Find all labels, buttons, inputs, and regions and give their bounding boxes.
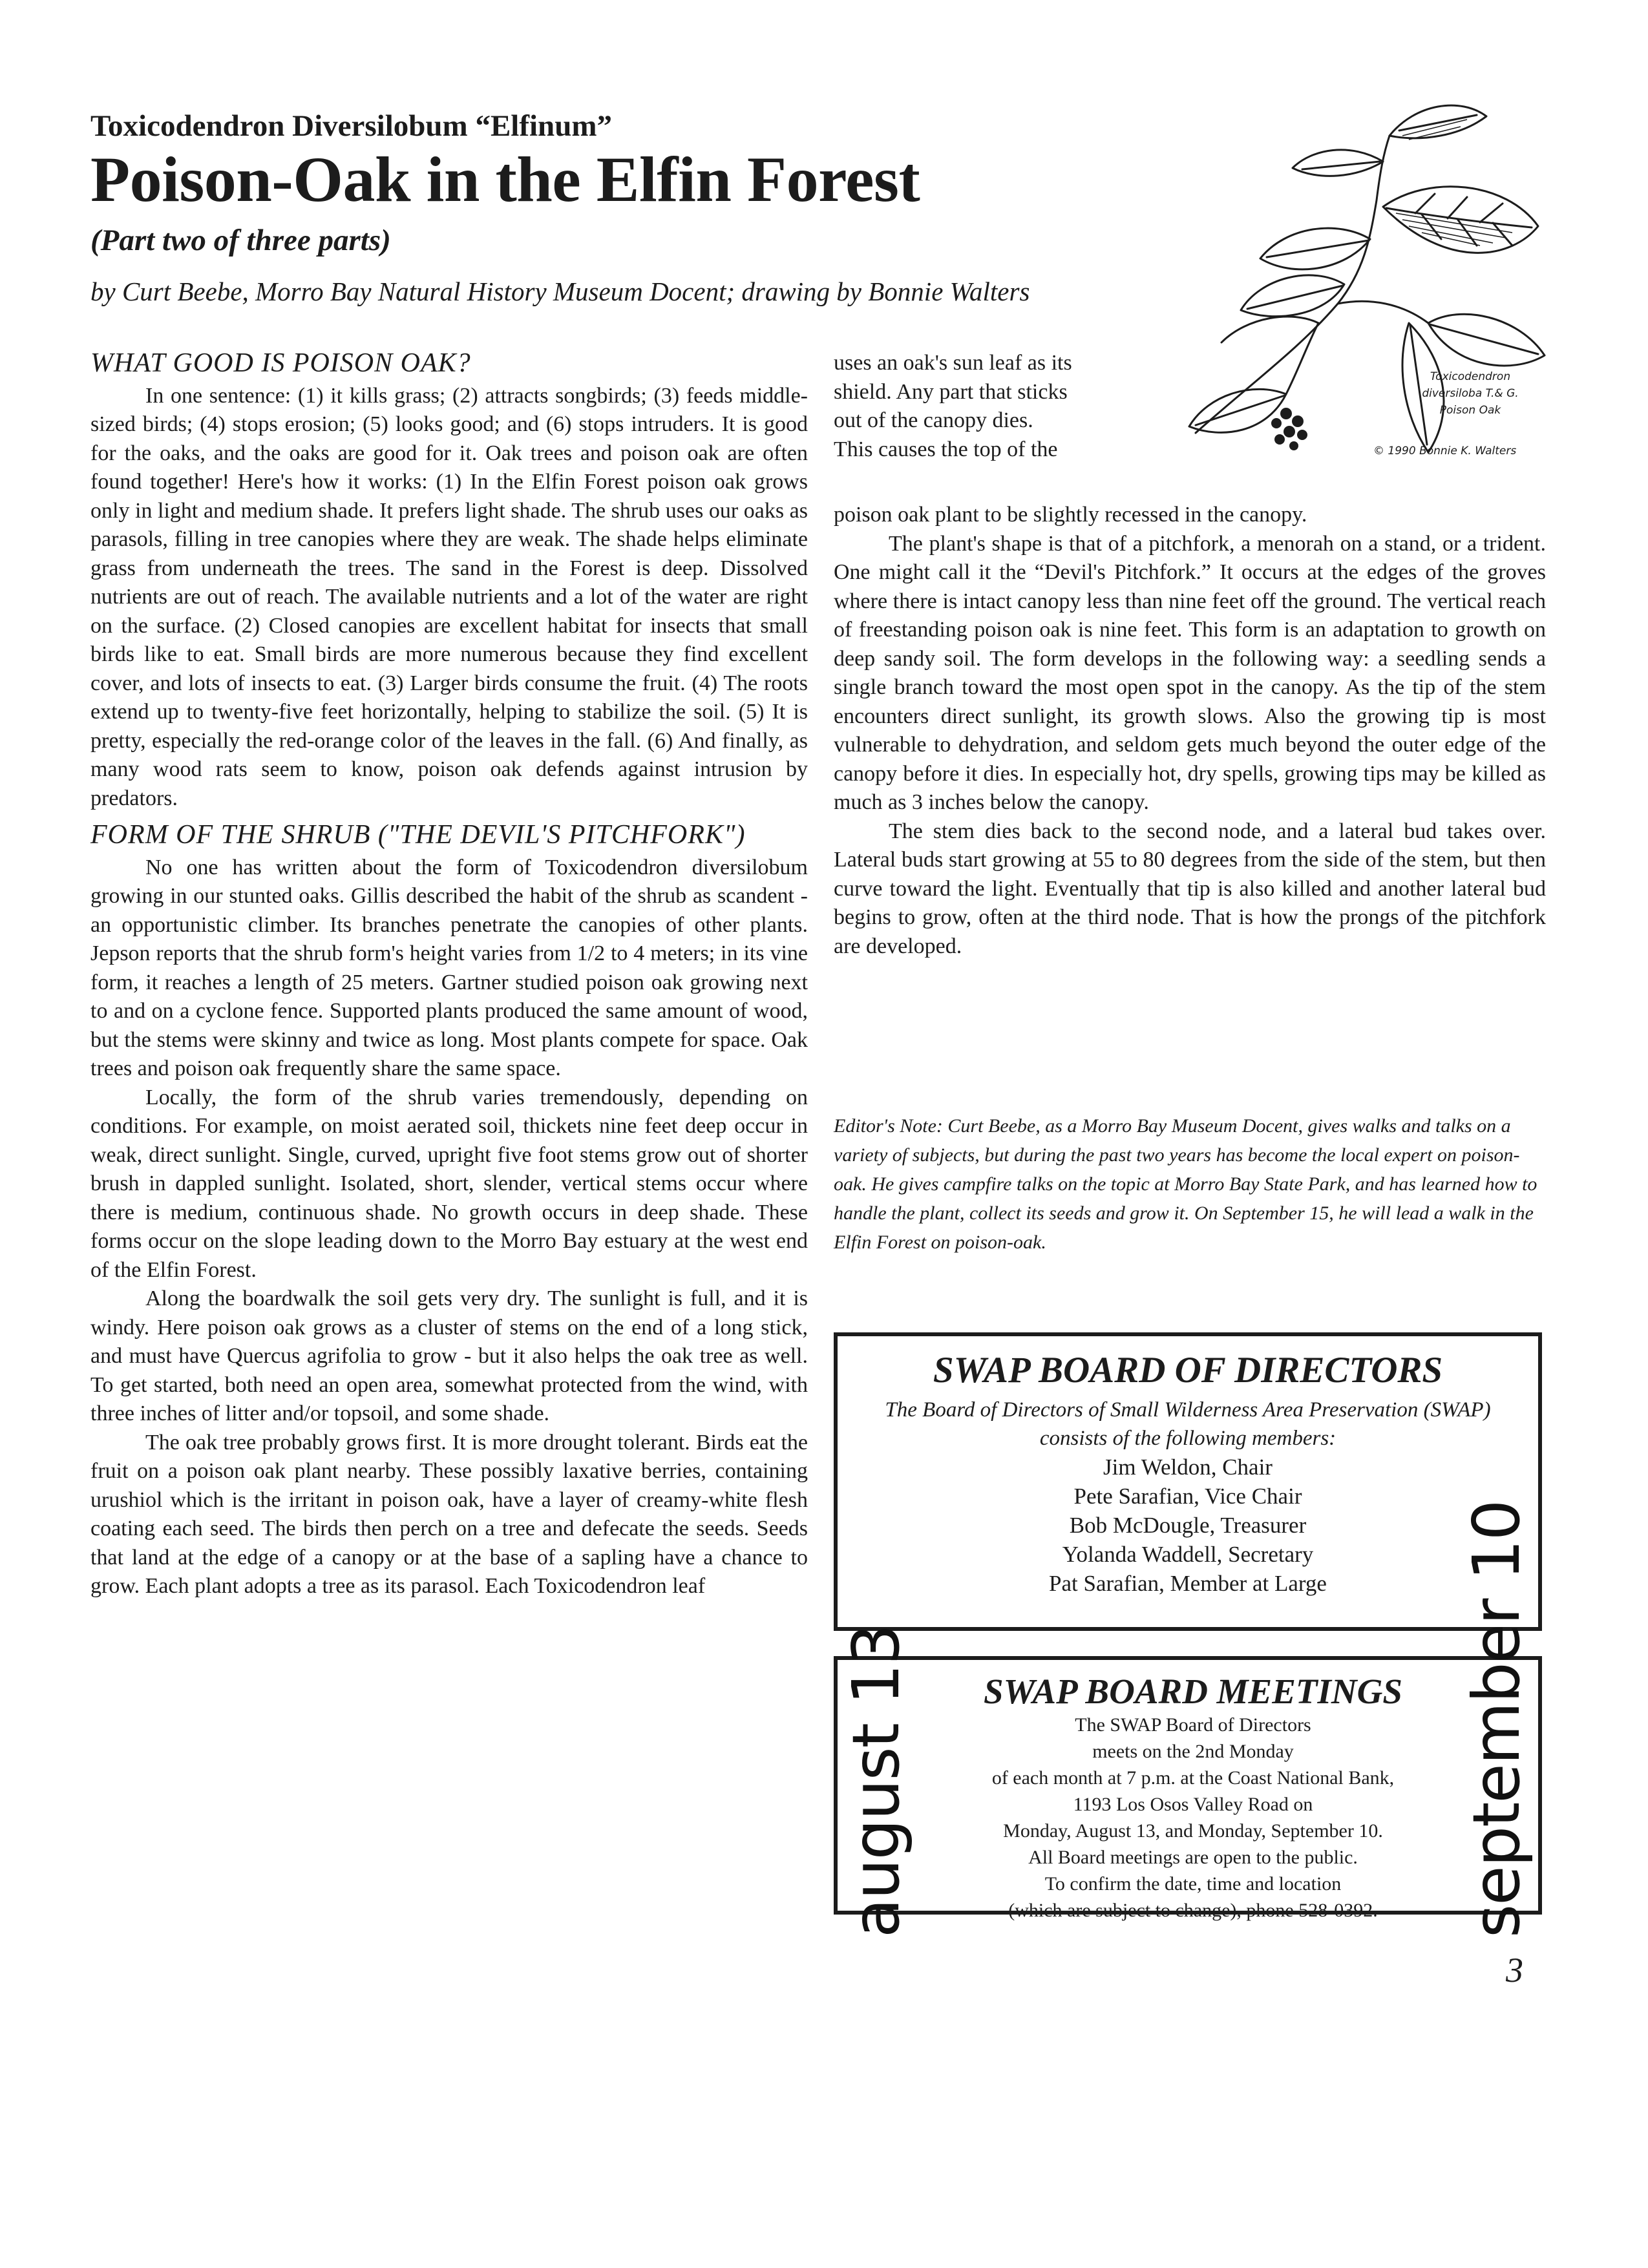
paragraph: The stem dies back to the second node, and a lateral bud takes over. Lateral buds start growing at 55 to 80 degrees from the side of the stem, but then curve toward the light. Eventually that tip is also killed and another lateral bud begins to grow, often at the third node. That is how the prongs of the pitchfork are developed.: [834, 819, 1546, 958]
board-member: Jim Weldon, Chair: [1103, 1454, 1273, 1480]
meetings-line: To confirm the date, time and location: [1044, 1873, 1342, 1895]
board-member: Yolanda Waddell, Secretary: [1062, 1542, 1314, 1567]
meetings-details: [935, 1672, 1452, 1924]
board-intro: The Board of Directors of Small Wilderness Area Preservation (SWAP) consists of the following members:: [885, 1398, 1491, 1450]
illustration-caption: [1389, 368, 1551, 419]
article-title: Poison-Oak in the Elfin Forest: [90, 143, 920, 215]
illustration-credit: © 1990 Bonnie K. Walters: [1373, 445, 1517, 457]
board-title: SWAP BOARD OF DIRECTORS: [933, 1350, 1443, 1391]
meetings-line: meets on the 2nd Monday: [1092, 1741, 1294, 1762]
paragraph: Along the boardwalk the soil gets very dry. The sunlight is full, and it is windy. Here poison oak grows as a cluster of stems on the end of a long stick, and must have Quercus agrifolia to grow - but it also helps the oak tree as well. To get started, both need an open area, somewhat protected from the wind, with three inches of litter and/or topsoil, and some shade.: [90, 1286, 808, 1425]
article-subtitle: (Part two of three parts): [90, 224, 391, 257]
paragraph: In one sentence: (1) it kills grass; (2) attracts songbirds; (3) feeds middle-sized birds; (4) stops erosion; (5) looks good; and (6) stops intruders. It is good for the oaks, and the oaks are good for it. Oak trees and poison oak are often found together! Here's how it works: (1) In the Elfin Forest poison oak grows only in light and medium shade. It prefers light shade. The shrub uses our oaks as parasols, filling in tree canopies where they are weak. The shade helps eliminate grass from underneath the trees. The sand in the Forest is deep. Dissolved nutrients are out of reach. The available nutrients and a lot of the water are right on the surface. (2) Closed canopies are excellent habitat for insects that small birds like to eat. Small birds are more numerous because they find excellent cover, and lots of insects to eat. (3) Larger birds consume the fruit. (4) The roots extend up to twenty-five feet horizontally, helping to stabilize the soil. (5) It is pretty, especially the red-orange color of the leaves in the fall. (6) And finally, as many wood rats seem to know, poison oak defends against intrusion by predators.: [90, 383, 808, 810]
paragraph: The oak tree probably grows first. It is more drought tolerant. Birds eat the fruit on a poison oak plant nearby. These possibly laxative berries, containing urushiol which is the irritant in poison oak, have a layer of creamy-white flesh coating each seed. The birds then perch on a tree and defecate the seeds. Seeds that land at the edge of a canopy or at the base of a sapling have a chance to grow. Each plant adopts a tree as its parasol. Each Toxicodendron leaf: [90, 1430, 808, 1598]
section-heading: WHAT GOOD IS POISON OAK?: [90, 348, 471, 378]
board-member: Bob McDougle, Treasurer: [1069, 1513, 1307, 1538]
board-member: Pat Sarafian, Member at Large: [1049, 1571, 1327, 1596]
illustration-caption-line: Poison Oak: [1439, 404, 1501, 417]
meetings-line: Monday, August 13, and Monday, September 10.: [1003, 1820, 1383, 1842]
paragraph: No one has written about the form of Toxicodendron diversilobum growing in our stunted oaks. Gillis described the habit of the shrub as scandent - an opportunistic climber. Its branches penetrate the canopies of other plants. Jepson reports that the shrub form's height varies from 1/2 to 4 meters; in its vine form, it reaches a length of 25 meters. Gartner studied poison oak growing next to and on a cyclone fence. Supported plants produced the same amount of wood, but the stems were skinny and twice as long. Most plants compete for space. Oak trees and poison oak frequently share the same space.: [90, 855, 808, 1080]
meetings-line: of each month at 7 p.m. at the Coast National Bank,: [991, 1767, 1395, 1789]
illustration-caption-line: Toxicodendron: [1430, 370, 1511, 383]
page-number: 3: [1506, 1951, 1523, 1990]
meetings-line: All Board meetings are open to the public.: [1028, 1847, 1358, 1868]
meeting-date-left: august 13: [838, 1625, 914, 1938]
article-kicker: Toxicodendron Diversilobum “Elfinum”: [90, 109, 612, 143]
section-heading: FORM OF THE SHRUB ("THE DEVIL'S PITCHFORK"): [90, 820, 746, 850]
text-line: This causes the top of the: [834, 437, 1058, 461]
board-of-directors-box: [834, 1332, 1542, 1631]
text-line: out of the canopy dies.: [834, 408, 1033, 432]
article-right-column: [834, 501, 1546, 961]
article-right-column-wrap: [834, 349, 1144, 464]
editors-note: Editor's Note: Curt Beebe, as a Morro Bay Museum Docent, gives walks and talks on a variety of subjects, but during the past two years has become the local expert on poison-oak. He gives campfire talks on the topic at Morro Bay State Park, and has learned how to handle the plant, collect its seeds and grow it. On September 15, he will lead a walk in the Elfin Forest on poison-oak.: [834, 1115, 1537, 1253]
meetings-line: The SWAP Board of Directors: [1075, 1714, 1311, 1736]
paragraph: The plant's shape is that of a pitchfork, a menorah on a stand, or a trident. One might call it the “Devil's Pitchfork.” It occurs at the edges of the groves where there is intact canopy less than nine feet off the ground. The vertical reach of freestanding poison oak is nine feet. This form is an adaptation to growth on deep sandy soil. The form develops in the following way: a seedling sends a single branch toward the most open spot in the canopy. As the tip of the stem encounters direct sunlight, its growth slows. Also the growing tip is most vulnerable to dehydration, and seldom gets much beyond the outer edge of the canopy before it dies. In especially hot, dry spells, growing tips may be killed as much as 3 inches below the canopy.: [834, 531, 1546, 814]
meetings-line: 1193 Los Osos Valley Road on: [1073, 1794, 1313, 1815]
text-line: shield. Any part that sticks: [834, 379, 1068, 404]
meetings-title: SWAP BOARD MEETINGS: [984, 1672, 1402, 1711]
text-line: uses an oak's sun leaf as its: [834, 351, 1072, 375]
meeting-date-right: september 10: [1459, 1500, 1534, 1938]
poison-oak-illustration: [1125, 90, 1577, 504]
article-byline: by Curt Beebe, Morro Bay Natural History Museum Docent; drawing by Bonnie Walters: [90, 277, 1030, 306]
meetings-line: (which are subject to change), phone 528-0392.: [1008, 1900, 1378, 1921]
board-member: Pete Sarafian, Vice Chair: [1073, 1484, 1302, 1509]
article-left-column: [90, 349, 808, 1601]
paragraph: Locally, the form of the shrub varies tremendously, depending on conditions. For example, on moist aerated soil, thickets nine feet deep occur in weak, direct sunlight. Single, curved, upright five foot stems grow out of shorter brush in dappled sunlight. Isolated, short, slender, vertical stems occur where there is medium, continuous shade. No growth occurs in deep shade. These forms occur on the slope leading down to the Morro Bay estuary at the west end of the Elfin Forest.: [90, 1085, 808, 1282]
illustration-caption-line: diversiloba T.& G.: [1422, 387, 1519, 400]
paragraph: poison oak plant to be slightly recessed in the canopy.: [834, 503, 1307, 527]
